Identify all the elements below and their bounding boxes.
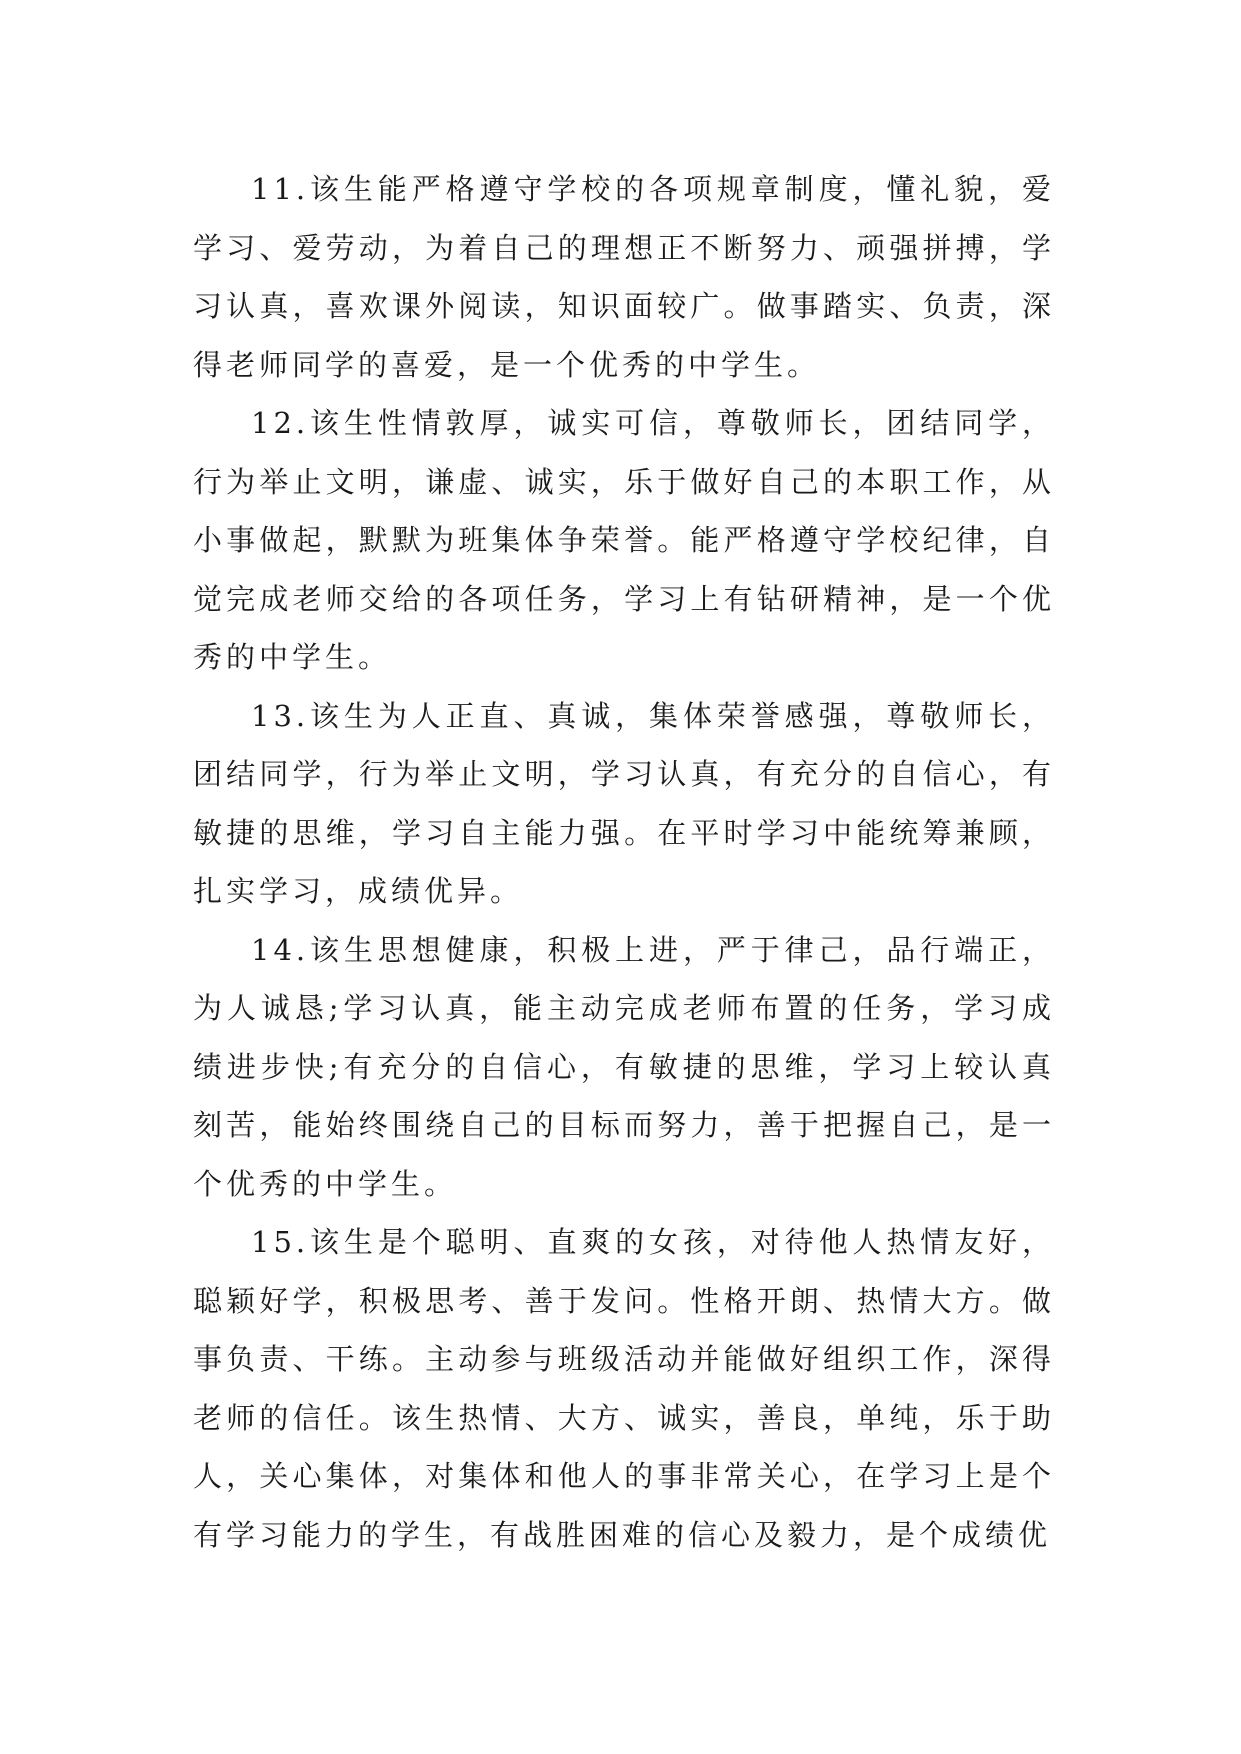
paragraph-14: 14.该生思想健康，积极上进，严于律己，品行端正，为人诚恳;学习认真，能主动完成老师布置的任务，学习成绩进步快;有充分的自信心，有敏捷的思维，学习上较认真刻苦，能始终围绕自己的目标而努力，善于把握自己，是一个优秀的中学生。 xyxy=(193,932,1055,1201)
paragraph-15: 15.该生是个聪明、直爽的女孩，对待他人热情友好，聪颖好学，积极思考、善于发问。性格开朗、热情大方。做事负责、干练。主动参与班级活动并能做好组织工作，深得老师的信任。该生热情、大方、诚实，善良，单纯，乐于助人，关心集体，对集体和他人的事非常关心，在学习上是个有学习能力的学生，有战胜困难的信心及毅力，是个成绩优 xyxy=(193,1225,1055,1552)
paragraph-12: 12.该生性情敦厚，诚实可信，尊敬师长，团结同学，行为举止文明，谦虚、诚实，乐于做好自己的本职工作，从小事做起，默默为班集体争荣誉。能严格遵守学校纪律，自觉完成老师交给的各项任务，学习上有钻研精神，是一个优秀的中学生。 xyxy=(193,406,1055,674)
paragraph-11: 11.该生能严格遵守学校的各项规章制度，懂礼貌，爱学习、爱劳动，为着自己的理想正不断努力、顽强拼搏，学习认真，喜欢课外阅读，知识面较广。做事踏实、负责，深得老师同学的喜爱，是一个优秀的中学生。 xyxy=(193,172,1055,382)
paragraph-13: 13.该生为人正直、真诚，集体荣誉感强，尊敬师长，团结同学，行为举止文明，学习认真，有充分的自信心，有敏捷的思维，学习自主能力强。在平时学习中能统筹兼顾，扎实学习，成绩优异。 xyxy=(193,698,1055,908)
document-body xyxy=(193,160,1055,1564)
